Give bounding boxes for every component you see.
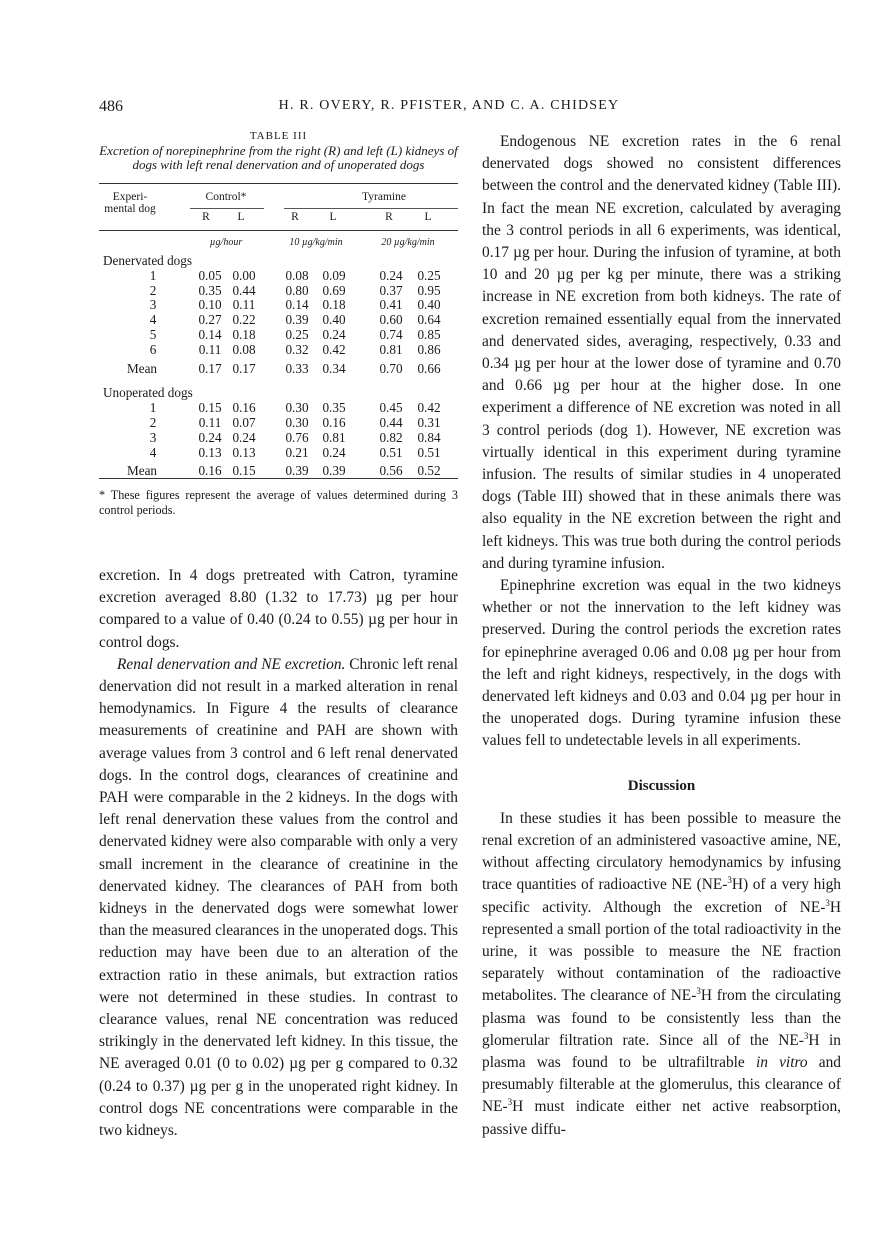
table-mean-cell: 0.15 [232,463,256,479]
table-label: TABLE III [249,130,308,142]
header-rule [99,230,458,231]
col-header-r: R [202,211,210,223]
table-cell: 0.64 [417,312,441,328]
table-mean-cell: 0.66 [417,360,441,376]
table-cell: 0.24 [322,327,346,342]
table-dog-number: 3 [149,429,157,445]
table-mean-cell: 0.16 [198,463,222,479]
table-dog-number: 2 [149,282,157,298]
table-cell: 0.30 [285,400,309,416]
paragraph: excretion. In 4 dogs pretreated with Catron, tyramine excretion averaged 8.80 (1.32 to 17.73) µg per hour compared to a value of 0.40 (0.24 to 0.55) µg per hour in control dogs. [99,567,458,651]
table-group-heading: Denervated dogs [103,253,192,268]
table-cell: 0.08 [232,341,256,357]
table-group-heading: Unoperated dogs [103,385,193,401]
table-cell: 0.00 [232,267,256,283]
table-cell: 0.39 [285,312,309,328]
table-cell: 0.37 [379,282,403,298]
table-cell: 0.14 [285,297,309,313]
table-cell: 0.14 [198,327,222,342]
table-cell: 0.35 [322,400,346,416]
table-mean-cell: 0.52 [417,463,441,479]
table-cell: 0.69 [322,282,346,298]
paragraph: Endogenous NE excretion rates in the 6 renal denervated dogs showed no consistent differences between the control and the denervated kidney (Table III). In fact the mean NE excretion, calculated by averaging the 3 control periods in all 6 experiments, was identical, 0.17 µg per hour. During the infusion of tyramine, at both 10 and 20 µg per kg per minute, there was a striking increase in NE excretion from both kidneys. The rate of excretion remained essentially equal from the innervated and denervated sides, averaging, respectively, 0.33 and 0.34 µg per hour at the lower dose of tyramine and 0.70 and 0.66 µg per hour at the higher dose. In one experiment a difference of NE excretion was noted in all 3 control periods (dog 1). However, NE excretion was virtually identical in this experiment during tyramine infusion. The results of similar studies in 4 unoperated dogs (Table III) showed that in these animals there was also equality in the NE excretion between the right and left kidneys. This was true both during the control periods and during tyramine infusion. [482,133,841,572]
table-cell: 0.13 [232,444,256,460]
table-cell: 0.27 [198,312,222,328]
table-dog-number: 4 [149,444,157,460]
page-number: 486 [99,98,123,115]
left-column [99,565,458,1142]
table-dog-number: 6 [149,341,157,357]
table-cell: 0.11 [232,297,256,313]
col-header-l: L [329,211,337,223]
table-cell: 0.10 [198,297,222,313]
table-body [99,184,458,479]
table-cell: 0.82 [379,429,403,445]
table-mean-cell: 0.39 [285,463,309,479]
table-cell: 0.24 [322,444,346,460]
table-cell: 0.81 [379,341,403,357]
table-cell: 0.30 [285,415,309,430]
table-cell: 0.08 [285,267,309,283]
table-cell: 0.60 [379,312,403,328]
col-header-r: R [291,211,299,223]
table-cell: 0.42 [322,341,346,357]
table-cell: 0.16 [322,415,346,430]
table-mean-cell: 0.39 [322,463,346,479]
control-underline [190,208,264,209]
table-cell: 0.44 [232,282,256,298]
table-cell: 0.31 [417,415,441,430]
table-dog-number: 3 [149,297,157,313]
table-iii [99,130,458,517]
paragraph: In these studies it has been possible to measure the renal excretion of an administered vasoactive amine, NE, without affecting circulatory hemodynamics by infusing trace quantities of radioactive NE (NE-$^3$H) of a very high specific activity. Although the excretion of NE-$^3$H represented a small portion of the total radioactivity in the urine, it was possible to measure the NE fraction separately without contamination of the radioactive metabolites. The clearance of NE-$^3$H from the circulating plasma was found to be consistently less than the glomerular filtration rate. Since all of the NE-$^3$H in plasma was found to be ultrafiltrable in vitro and presumably filterable at the glomerulus, this clearance of NE-$^3$H must indicate either net active reabsorption, passive diffu- [482,809,841,1138]
subsection-heading: Renal denervation and NE excretion. [117,655,346,673]
table-cell: 0.11 [198,341,222,357]
table-dog-number: 2 [149,415,157,430]
table-cell: 0.45 [379,400,403,416]
table-cell: 0.11 [198,415,222,430]
col-header-control: Control* [205,191,247,203]
table-cell: 0.51 [379,444,403,460]
table-cell: 0.85 [417,327,441,342]
table-cell: 0.05 [198,267,222,283]
col-header-experimental-dog: Experi- mental dog [104,191,156,215]
table-footnote: * These figures represent the average of values determined during 3 control periods. [99,488,458,517]
table-cell: 0.80 [285,282,309,298]
table-cell: 0.76 [285,429,309,445]
table-mean-cell: 0.17 [198,360,222,376]
table-cell: 0.84 [417,429,441,445]
table-cell: 0.81 [322,429,346,445]
table-cell: 0.44 [379,415,403,430]
table-cell: 0.35 [198,282,222,298]
paragraph: Epinephrine excretion was equal in the two kidneys whether or not the innervation to the left kidney was preserved. During the control periods the excretion rates for epinephrine averaged 0.06 and 0.08 µg per hour from the left and right kidneys, respectively, in the dogs with denervated left kidneys and 0.03 and 0.04 µg per hour in the unoperated dogs. During tyramine infusion these values fell to undetectable levels in all experiments. [482,577,841,750]
paragraph: Renal denervation and NE excretion. Chronic left renal denervation did not result in a marked alteration in renal hemodynamics. In Figure 4 the results of clearance measurements of creatinine and PAH are shown with average values from 3 control and 6 left renal denervated dogs. In the control dogs, clearances of creatinine and PAH were comparable in the 2 kidneys. In the dogs with left renal denervation these values from the control and denervated kidney were also comparable with only a very small increment in the clearance of creatinine in the denervated kidney. The clearances of PAH from both kidneys in the denervated dogs were somewhat lower than the measured clearances in the unoperated dogs. This reduction may have been due to an alteration of the extraction ratio in these animals, but extraction ratios were not determined in these studies. In contrast to clearance values, renal NE concentration was reduced strikingly in the denervated left kidney. In this tissue, the NE averaged 0.01 (0 to 0.02) µg per g compared to 0.32 (0.24 to 0.37) µg per g in the unoperated right kidney. In control dogs NE concentrations were comparable in the two kidneys. [99,655,458,1140]
table-cell: 0.51 [417,444,441,460]
table-cell: 0.18 [322,297,346,313]
col-header-l: L [424,211,432,223]
table-cell: 0.18 [232,327,256,342]
table-cell: 0.74 [379,327,403,342]
table-cell: 0.95 [417,282,441,298]
table-mean-label: Mean [127,463,158,479]
running-head: H. R. OVERY, R. PFISTER, AND C. A. CHIDSEY [278,98,620,113]
table-mean-cell: 0.33 [285,360,309,376]
table-mean-label: Mean [127,360,158,376]
table-dog-number: 4 [149,312,157,328]
table-cell: 0.09 [322,267,346,283]
table-cell: 0.22 [232,312,256,328]
col-header-r: R [385,211,393,223]
table-cell: 0.40 [322,312,346,328]
table-mean-cell: 0.34 [322,360,346,376]
table-mean-cell: 0.70 [379,360,403,376]
table-cell: 0.21 [285,444,309,460]
page-header [99,98,799,120]
table-mean-cell: 0.56 [379,463,403,479]
table-cell: 0.25 [417,267,441,283]
table-cell: 0.15 [198,400,222,416]
table-cell: 0.24 [379,267,403,283]
unit-control: µg/hour [209,237,243,248]
table-cell: 0.32 [285,341,309,357]
col-header-l: L [237,211,245,223]
tyramine-underline [284,208,458,209]
table-cell: 0.42 [417,400,441,416]
table-cell: 0.24 [232,429,256,445]
table-cell: 0.40 [417,297,441,313]
table-cell: 0.16 [232,400,256,416]
table-cell: 0.25 [285,327,309,342]
table-dog-number: 5 [149,327,157,342]
table-caption: Excretion of norepinephrine from the right (R) and left (L) kidneys of dogs with left renal denervation and of unoperated dogs [99,143,458,172]
table-cell: 0.24 [198,429,222,445]
table-cell: 0.07 [232,415,256,430]
unit-tyramine-10: 10 µg/kg/min [289,237,343,248]
col-header-tyramine: Tyramine [362,191,406,203]
table-dog-number: 1 [149,267,157,283]
unit-tyramine-20: 20 µg/kg/min [381,237,435,248]
table-cell: 0.86 [417,341,441,357]
right-column [482,131,841,1141]
table-cell: 0.13 [198,444,222,460]
table-mean-cell: 0.17 [232,360,256,376]
section-heading-discussion: Discussion [627,777,696,794]
table-cell: 0.41 [379,297,403,313]
table-dog-number: 1 [149,400,157,416]
